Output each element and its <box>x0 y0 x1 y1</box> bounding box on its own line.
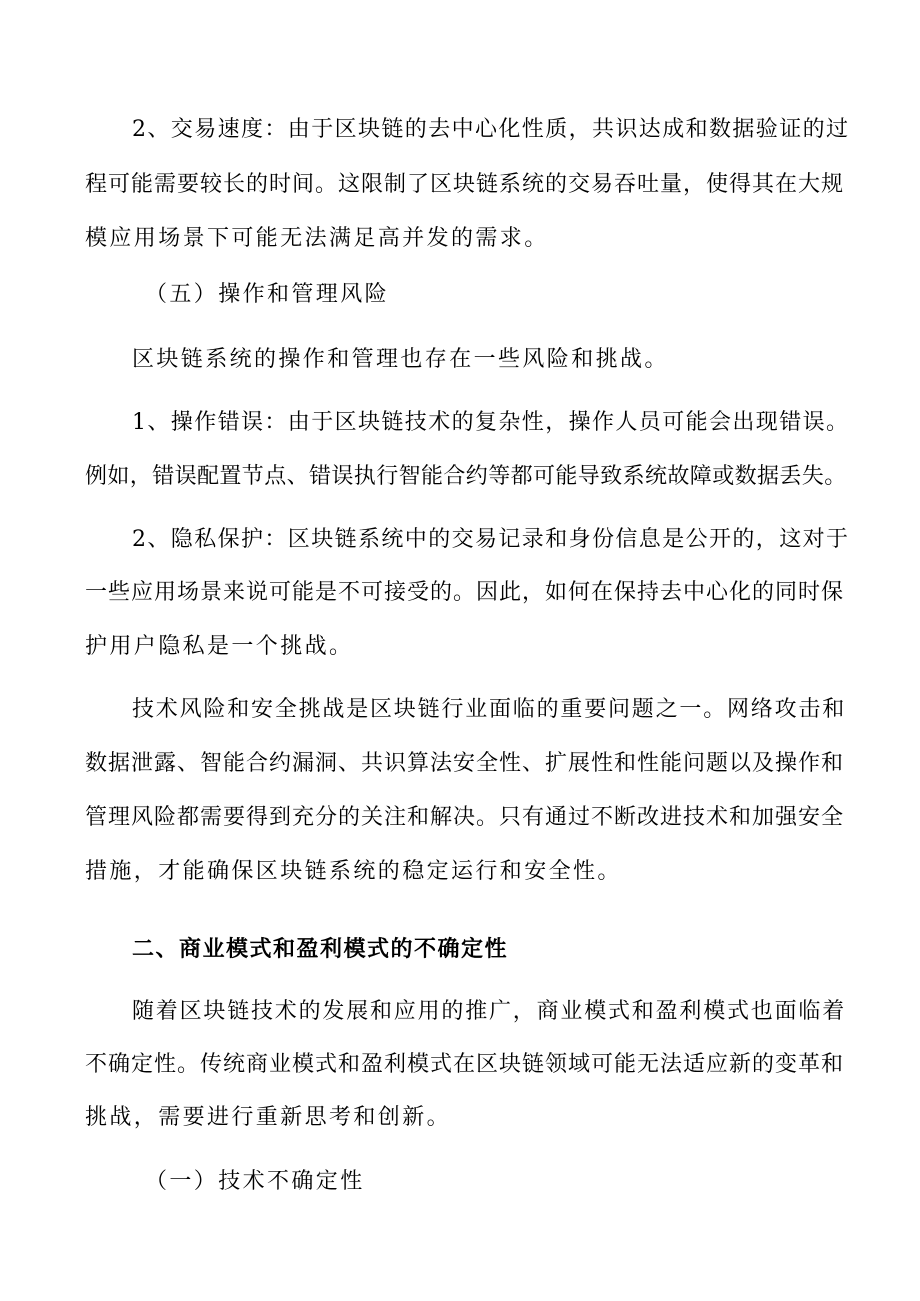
paragraph-line: 不确定性。传统商业模式和盈利模式在区块链领域可能无法适应新的变革和 <box>85 1052 845 1077</box>
section-subheading: （五）操作和管理风险 <box>145 282 390 307</box>
section-subheading: （一）技术不确定性 <box>145 1169 365 1194</box>
paragraph-line: 护用户隐私是一个挑战。 <box>85 634 354 659</box>
paragraph-line: 随着区块链技术的发展和应用的推广，商业模式和盈利模式也面临着 <box>132 999 847 1024</box>
paragraph-line: 管理风险都需要得到充分的关注和解决。只有通过不断改进技术和加强安全 <box>85 805 845 830</box>
paragraph-line: 区块链系统的操作和管理也存在一些风险和挑战。 <box>132 347 669 372</box>
paragraph-line: 1、操作错误：由于区块链技术的复杂性，操作人员可能会出现错误。 <box>132 410 850 435</box>
paragraph-line: 数据泄露、智能合约漏洞、共识算法安全性、扩展性和性能问题以及操作和 <box>85 751 845 776</box>
paragraph-line: 2、隐私保护：区块链系统中的交易记录和身份信息是公开的，这对于 <box>132 527 850 552</box>
paragraph-line: 挑战，需要进行重新思考和创新。 <box>85 1105 452 1130</box>
paragraph-line: 2、交易速度：由于区块链的去中心化性质，共识达成和数据验证的过 <box>132 117 850 142</box>
paragraph-line: 措施，才能确保区块链系统的稳定运行和安全性。 <box>85 859 622 884</box>
paragraph-line: 例如，错误配置节点、错误执行智能合约等都可能导致系统故障或数据丢失。 <box>85 464 847 489</box>
paragraph-line: 模应用场景下可能无法满足高并发的需求。 <box>85 226 549 251</box>
paragraph-line: 技术风险和安全挑战是区块链行业面临的重要问题之一。网络攻击和 <box>132 697 847 722</box>
paragraph-line: 一些应用场景来说可能是不可接受的。因此，如何在保持去中心化的同时保 <box>85 580 845 605</box>
paragraph-line: 程可能需要较长的时间。这限制了区块链系统的交易吞吐量，使得其在大规 <box>85 172 845 197</box>
section-heading: 二、商业模式和盈利模式的不确定性 <box>132 937 509 962</box>
